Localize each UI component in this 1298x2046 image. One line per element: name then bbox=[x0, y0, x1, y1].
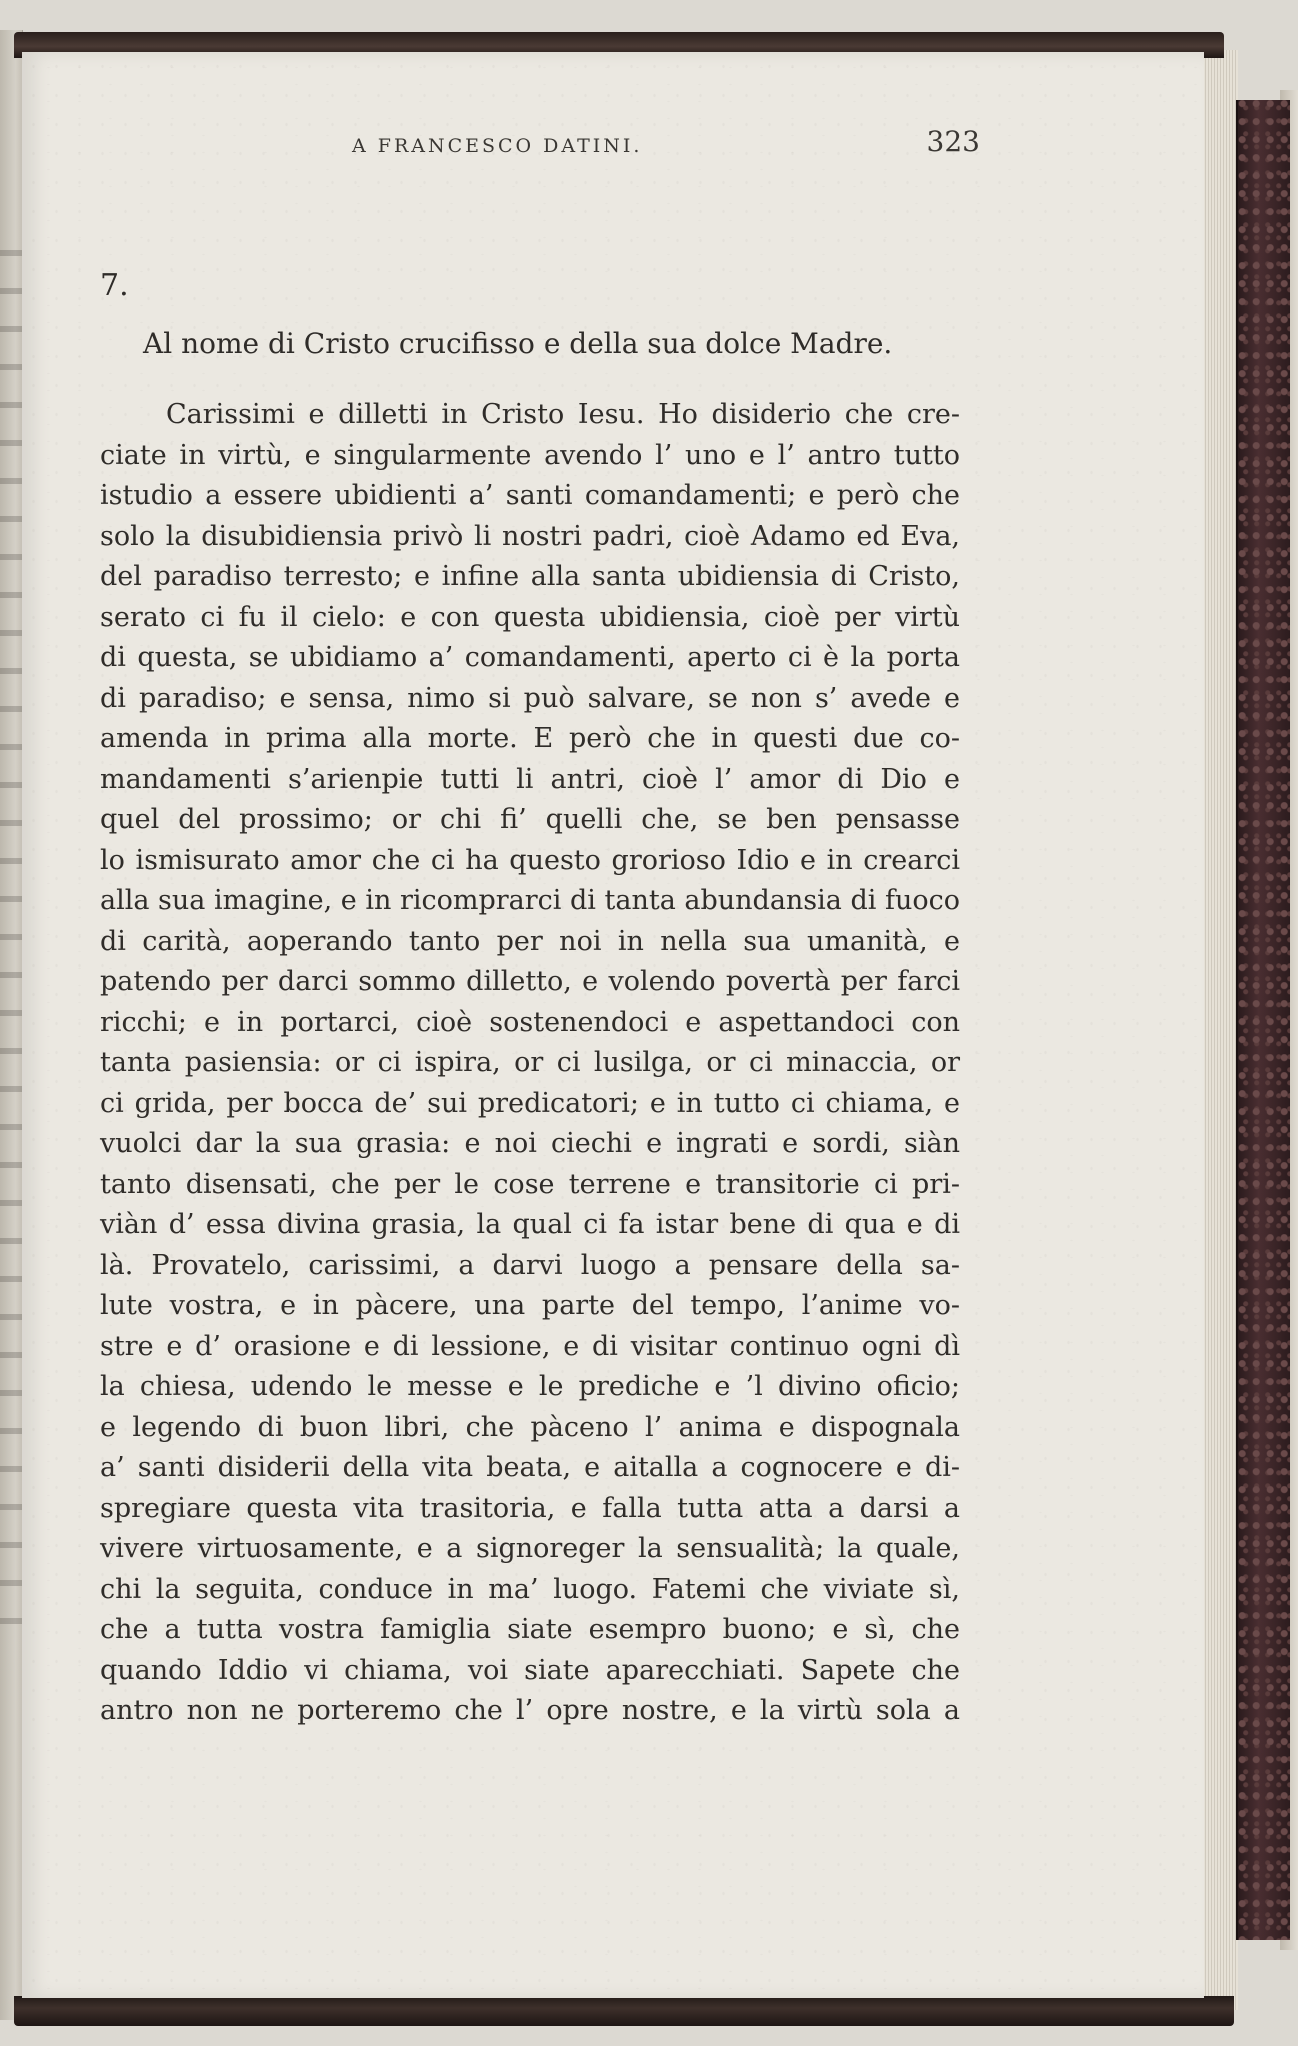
page-number: 323 bbox=[926, 125, 980, 158]
text-line: alla sua imagine, e in ricomprarci di tanta abundansia di fuoco bbox=[100, 885, 960, 916]
text-line: lute vostra, e in pàcere, una parte del tempo, l’anime vo- bbox=[100, 1290, 960, 1321]
running-head: A FRANCESCO DATINI. bbox=[352, 135, 643, 157]
text-line: vivere virtuosamente, e a signoreger la sensualità; la quale, bbox=[100, 1533, 960, 1564]
letter-body bbox=[100, 395, 960, 1732]
text-line: e legendo di buon libri, che pàceno l’ anima e dispognala bbox=[100, 1411, 960, 1443]
text-line: vuolci dar la sua grasia: e noi ciechi e ingrati e sordi, siàn bbox=[100, 1128, 960, 1159]
text-line: lo ismisurato amor che ci ha questo grorioso Idio e in crearci bbox=[100, 844, 960, 876]
text-line: chi la seguita, conduce in ma’ luogo. Fatemi che viviate sì, bbox=[100, 1573, 960, 1605]
text-line: là. Provatelo, carissimi, a darvi luogo a pensare della sa- bbox=[100, 1249, 960, 1281]
text-line: ciate in virtù, e singularmente avendo l’ uno e l’ antro tutto bbox=[100, 439, 960, 471]
text-line: tanta pasiensia: or ci ispira, or ci lusilga, or ci minaccia, or bbox=[100, 1047, 960, 1078]
text-line: solo la disubidiensia privò li nostri padri, cioè Adamo ed Eva, bbox=[100, 520, 960, 552]
text-line: amenda in prima alla morte. E però che in questi due co- bbox=[100, 723, 960, 754]
text-line: stre e d’ orasione e di lessione, e di visitar continuo ogni dì bbox=[100, 1330, 960, 1362]
text-line: serato ci fu il cielo: e con questa ubidiensia, cioè per virtù bbox=[100, 601, 960, 633]
text-line: antro non ne porteremo che l’ opre nostre, e la virtù sola a bbox=[100, 1695, 960, 1726]
text-line: di paradiso; e sensa, nimo si può salvare, se non s’ avede e bbox=[100, 682, 960, 714]
marbled-cover-spine bbox=[1236, 100, 1290, 1940]
letter-number: 7. bbox=[100, 268, 129, 303]
text-line: Carissimi e dilletti in Cristo Iesu. Ho disiderio che cre- bbox=[166, 399, 960, 430]
text-line: ci grida, per bocca de’ sui predicatori; e in tutto ci chiama, e bbox=[100, 1087, 960, 1119]
text-line: patendo per darci sommo dilletto, e volendo povertà per farci bbox=[100, 966, 960, 997]
text-line: a’ santi disiderii della vita beata, e aitalla a cognocere e di- bbox=[100, 1452, 960, 1483]
text-line: quel del prossimo; or chi fi’ quelli che, se ben pensasse bbox=[100, 804, 960, 835]
invocation-heading: Al nome di Cristo crucifisso e della sua dolce Madre. bbox=[143, 327, 893, 360]
text-line: che a tutta vostra famiglia siate esempro buono; e sì, che bbox=[100, 1614, 960, 1645]
text-line: del paradiso terresto; e infine alla santa ubidiensia di Cristo, bbox=[100, 561, 960, 592]
text-line: di questa, se ubidiamo a’ comandamenti, aperto ci è la porta bbox=[100, 642, 960, 673]
cover-board-bottom bbox=[14, 1996, 1234, 2026]
text-line: istudio a essere ubidienti a’ santi comandamenti; e però che bbox=[100, 480, 960, 511]
text-line: mandamenti s’arienpie tutti li antri, cioè l’ amor di Dio e bbox=[100, 763, 960, 795]
text-line: di carità, aoperando tanto per noi in nella sua umanità, e bbox=[100, 925, 960, 957]
text-line: tanto disensati, che per le cose terrene e transitorie ci pri- bbox=[100, 1168, 960, 1200]
facing-page-edge bbox=[0, 30, 23, 2020]
text-line: spregiare questa vita trasitoria, e falla tutta atta a darsi a bbox=[100, 1492, 960, 1524]
text-line: ricchi; e in portarci, cioè sostenendoci e aspettandoci con bbox=[100, 1006, 960, 1038]
text-line: quando Iddio vi chiama, voi siate aparecchiati. Sapete che bbox=[100, 1654, 960, 1686]
text-line: la chiesa, udendo le messe e le prediche e ’l divino oficio; bbox=[100, 1371, 960, 1402]
text-line: viàn d’ essa divina grasia, la qual ci fa istar bene di qua e di bbox=[100, 1209, 960, 1240]
facing-page-text-fragment bbox=[0, 250, 22, 1650]
page-block-edges bbox=[1200, 50, 1238, 2010]
